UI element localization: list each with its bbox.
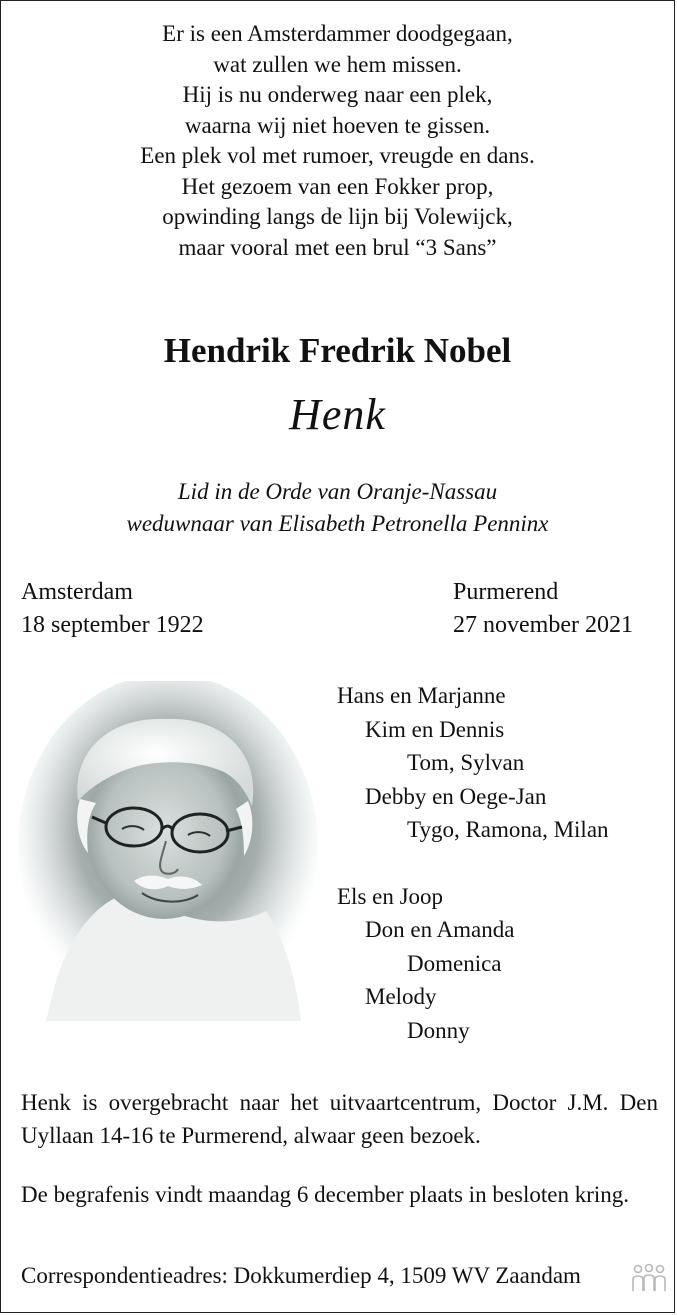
poem-line: Er is een Amsterdammer doodgegaan, [162, 21, 513, 46]
death-date: 27 november 2021 [453, 612, 633, 638]
poem-line: wat zullen we hem missen. [213, 51, 462, 77]
family-spacer [337, 847, 609, 880]
birth-date: 18 september 1922 [21, 612, 204, 638]
family-list [337, 679, 609, 1047]
death-place: Purmerend [453, 579, 559, 605]
title-line: Lid in de Orde van Oranje-Nassau [177, 479, 498, 504]
family-member: Els en Joop [337, 883, 444, 909]
poem [1, 19, 674, 263]
poem-line: maar vooral met een brul “3 Sans” [178, 234, 497, 260]
correspondence-address: Correspondentieadres: Dokkumerdiep 4, 1509 WV Zaandam [21, 1263, 581, 1288]
deceased-titles [1, 476, 674, 540]
family-member: Debby en Oege-Jan [365, 783, 547, 809]
family-figures-icon [631, 1263, 667, 1293]
family-member: Kim en Dennis [365, 716, 505, 742]
funeral-paragraph: De begrafenis vindt maandag 6 december plaats in besloten kring. [21, 1182, 630, 1207]
family-member: Domenica [407, 950, 502, 976]
deceased-full-name: Hendrik Fredrik Nobel [163, 331, 512, 370]
transfer-paragraph: Henk is overgebracht naar het uitvaartcentrum, Doctor J.M. Den Uyllaan 14-16 te Purmerend, alwaar geen bezoek. [21, 1090, 658, 1148]
family-member: Tygo, Ramona, Milan [407, 817, 609, 842]
family-member: Donny [407, 1017, 470, 1043]
family-member: Don en Amanda [365, 917, 515, 942]
family-member: Melody [365, 984, 437, 1009]
portrait-photo [16, 681, 321, 1031]
poem-line: Een plek vol met rumoer, vreugde en dans. [140, 143, 535, 168]
birth-place: Amsterdam [21, 579, 133, 605]
deceased-nickname: Henk [289, 390, 386, 439]
family-member: Hans en Marjanne [337, 683, 506, 708]
poem-line: waarna wij niet hoeven te gissen. [184, 112, 491, 138]
poem-line: opwinding langs de lijn bij Volewijck, [162, 204, 513, 229]
title-line: weduwnaar van Elisabeth Petronella Penninx [126, 511, 549, 536]
family-member: Tom, Sylvan [407, 750, 525, 775]
birth-info [21, 576, 204, 642]
death-info [453, 576, 633, 642]
poem-line: Hij is nu onderweg naar een plek, [182, 82, 493, 107]
poem-line: Het gezoem van een Fokker prop, [181, 173, 494, 199]
